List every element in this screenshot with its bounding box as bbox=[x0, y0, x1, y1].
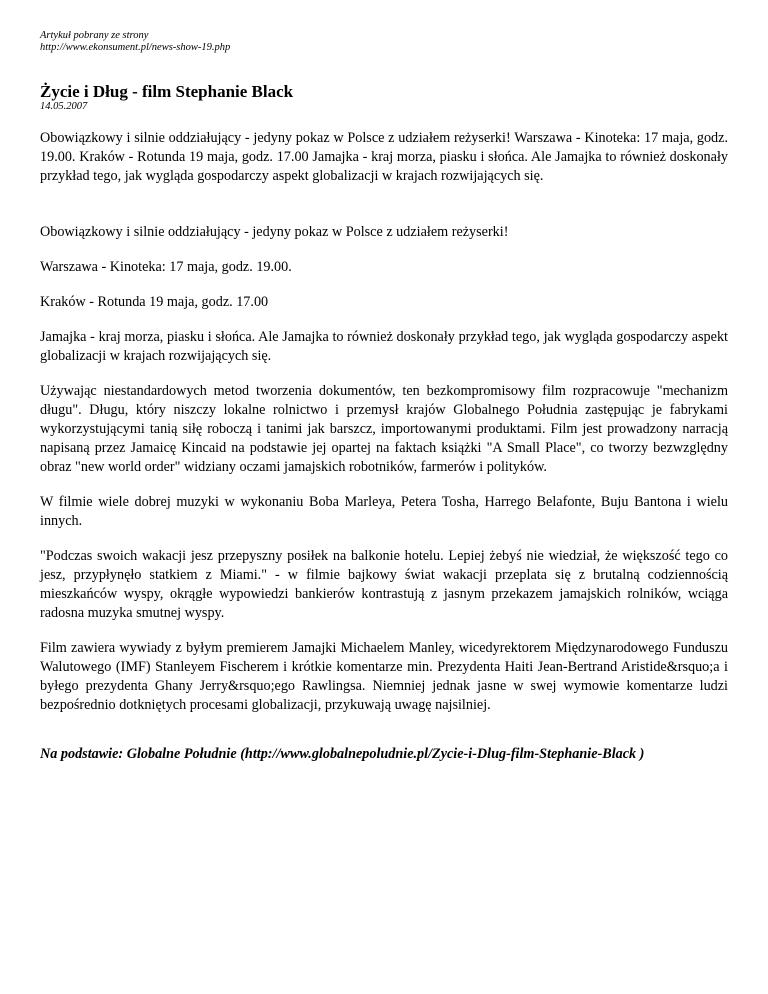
article-paragraph: Obowiązkowy i silnie oddziałujący - jedyny pokaz w Polsce z udziałem reżyserki! bbox=[40, 224, 509, 240]
article-paragraph: Warszawa - Kinoteka: 17 maja, godz. 19.00. bbox=[40, 259, 292, 275]
article-date: 14.05.2007 bbox=[40, 101, 88, 112]
article-paragraph: Używając niestandardowych metod tworzenia dokumentów, ten bezkompromisowy film rozpracowuje "mechanizm długu". Długu, który niszczy lokalne rolnictwo i przemysł krajów Globalnego Południa zastępując je fabrykami wykorzystującymi tanią siłę roboczą i tanimi jak barszcz, importowanymi produktami. Film jest prowadzony narracją napisaną przez Jamaicę Kincaid na podstawie jej opartej na faktach książki "A Small Place", co tworzy bezwzględny obraz "new world order" widziany oczami jamajskich robotników, farmerów i polityków. bbox=[40, 383, 728, 475]
source-header-label: Artykuł pobrany ze strony bbox=[40, 30, 149, 41]
article-paragraph: W filmie wiele dobrej muzyki w wykonaniu Boba Marleya, Petera Tosha, Harrego Belafonte, Buju Bantona i wielu innych. bbox=[40, 494, 728, 529]
article-paragraph: Film zawiera wywiady z byłym premierem Jamajki Michaelem Manley, wicedyrektorem Międzynarodowego Funduszu Walutowego (IMF) Stanleyem Fischerem i krótkie komentarze min. Prezydenta Haiti Jean-Bertrand Aristide&rsquo;a i byłego prezydenta Ghany Jerry&rsquo;ego Rawlingsa. Niemniej jednak jasne w swej wymowie komentarze ludzi bezpośrednio dotkniętych procesami globalizacji, przykuwają uwagę najsilniej. bbox=[40, 640, 728, 713]
article-paragraph: Jamajka - kraj morza, piasku i słońca. Ale Jamajka to również doskonały przykład tego, jak wygląda gospodarczy aspekt globalizacji w krajach rozwijających się. bbox=[40, 329, 728, 364]
source-header-url: http://www.ekonsument.pl/news-show-19.php bbox=[40, 42, 231, 53]
source-note: Na podstawie: Globalne Południe (http://www.globalnepoludnie.pl/Zycie-i-Dlug-film-Stephanie-Black ) bbox=[40, 746, 645, 762]
article-paragraph: "Podczas swoich wakacji jesz przepyszny posiłek na balkonie hotelu. Lepiej żebyś nie wiedział, że większość tego co jesz, przypłynęło statkiem z Miami." - w filmie bajkowy świat wakacji przeplata się z brutalną codziennością mieszkańców wyspy, okrągłe wypowiedzi bankierów kontrastują z jasnym przekazem jamajskich rolników, wciąga radosna muzyka smutnej wyspy. bbox=[40, 548, 728, 621]
article-page bbox=[40, 30, 728, 764]
article-title: Życie i Dług - film Stephanie Black bbox=[40, 82, 294, 101]
article-lead: Obowiązkowy i silnie oddziałujący - jedyny pokaz w Polsce z udziałem reżyserki! Warszawa - Kinoteka: 17 maja, godz. 19.00. Kraków - Rotunda 19 maja, godz. 17.00 Jamajka - kraj morza, piasku i słońca. Ale Jamajka to również doskonały przykład tego, jak wygląda gospodarczy aspekt globalizacji w krajach rozwijających się. bbox=[40, 130, 728, 184]
source-header bbox=[40, 30, 728, 54]
article-paragraph: Kraków - Rotunda 19 maja, godz. 17.00 bbox=[40, 294, 269, 310]
